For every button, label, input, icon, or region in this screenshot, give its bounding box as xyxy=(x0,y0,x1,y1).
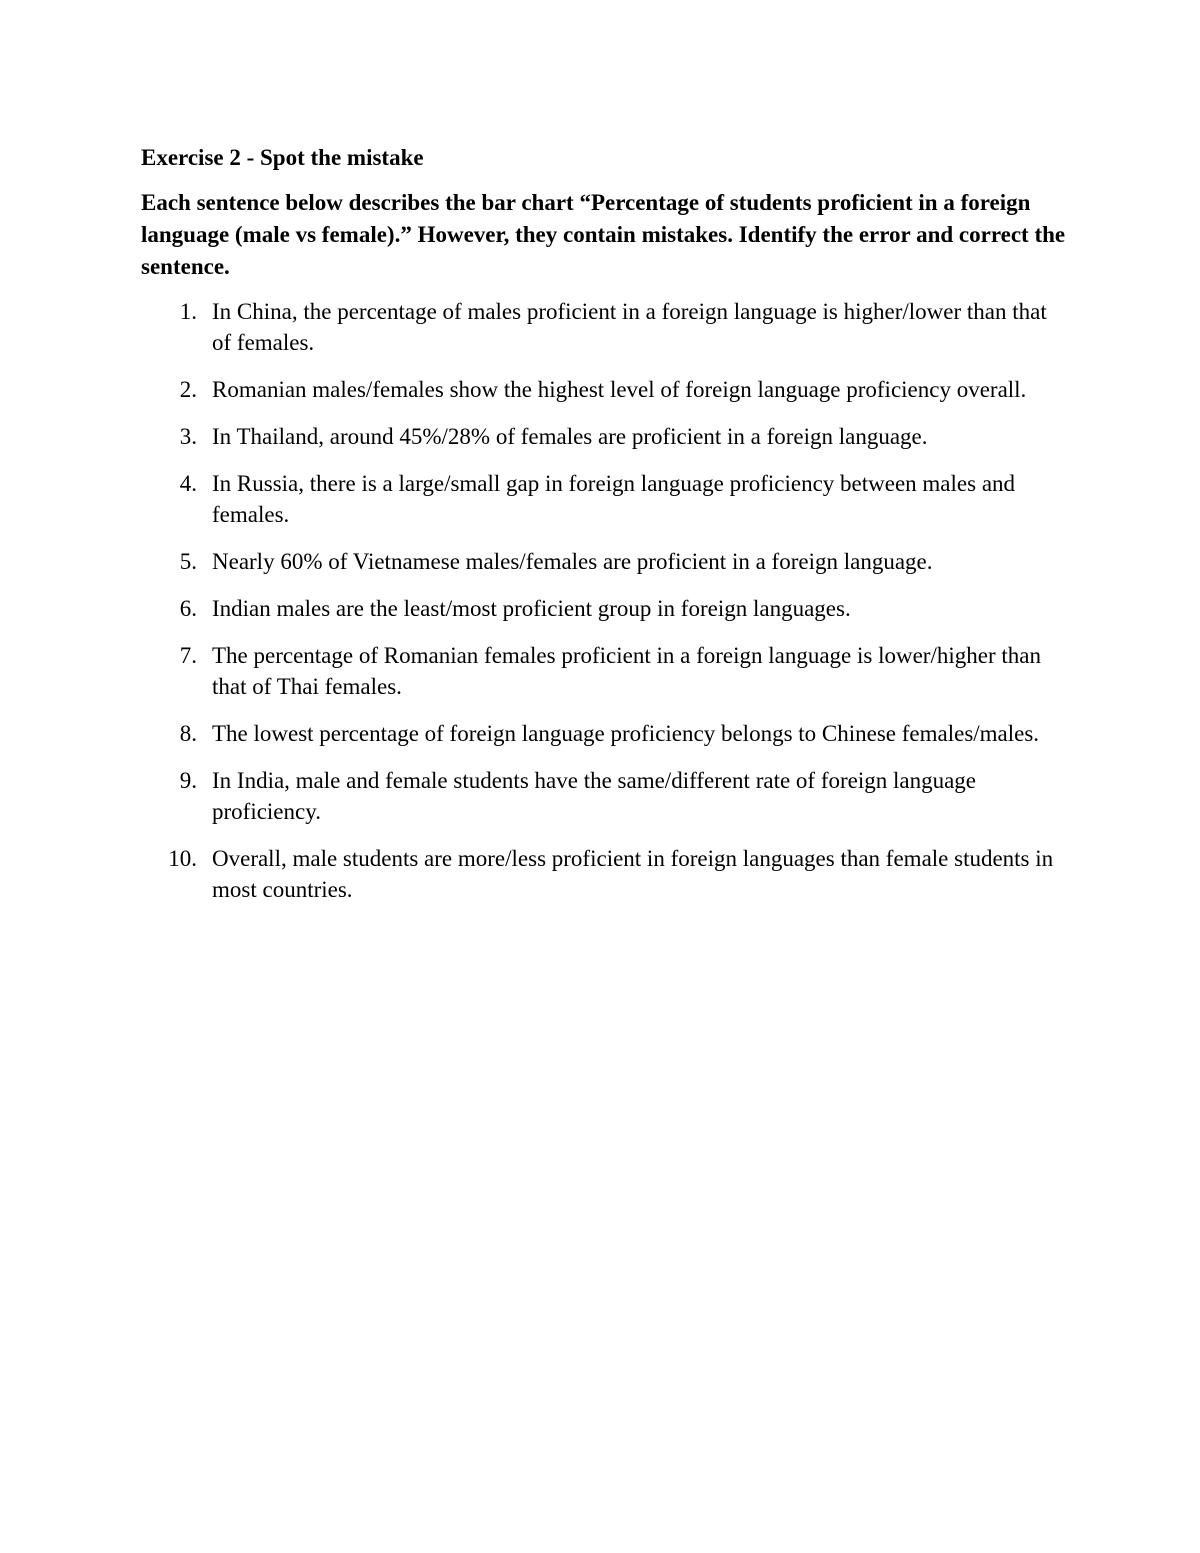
exercise-instructions: Each sentence below describes the bar chart “Percentage of students proficient in a foreign language (male vs female).” However, they contain mistakes. Identify the error and correct the sentence. xyxy=(141,190,1066,279)
list-item xyxy=(141,843,1071,905)
item-number: 1. xyxy=(179,299,197,324)
item-number: 2. xyxy=(179,377,197,402)
item-number: 8. xyxy=(179,721,197,746)
item-text: The percentage of Romanian females proficient in a foreign language is lower/higher than that of Thai females. xyxy=(212,643,1041,699)
item-text: The lowest percentage of foreign language proficiency belongs to Chinese females/males. xyxy=(212,721,1040,746)
item-text: Romanian males/females show the highest level of foreign language proficiency overall. xyxy=(212,377,1027,402)
item-number: 3. xyxy=(179,424,197,449)
item-number: 6. xyxy=(179,596,197,621)
item-number: 10. xyxy=(168,846,197,871)
list-item xyxy=(141,468,1071,530)
list-item xyxy=(141,296,1071,358)
list-item xyxy=(141,640,1071,702)
item-text: In China, the percentage of males proficient in a foreign language is higher/lower than that of females. xyxy=(212,299,1047,355)
list-item xyxy=(141,593,1071,624)
list-item xyxy=(141,374,1071,405)
item-number: 9. xyxy=(179,768,197,793)
item-text: In Thailand, around 45%/28% of females are proficient in a foreign language. xyxy=(212,424,928,449)
item-number: 4. xyxy=(179,471,197,496)
document-content xyxy=(141,142,1071,921)
item-text: In India, male and female students have the same/different rate of foreign language proficiency. xyxy=(212,768,977,824)
list-item xyxy=(141,546,1071,577)
list-item xyxy=(141,718,1071,749)
item-text: Nearly 60% of Vietnamese males/females are proficient in a foreign language. xyxy=(212,549,933,574)
list-item xyxy=(141,765,1071,827)
item-number: 7. xyxy=(179,643,197,668)
sentence-list xyxy=(141,296,1071,905)
list-item xyxy=(141,421,1071,452)
item-number: 5. xyxy=(179,549,197,574)
exercise-heading: Exercise 2 - Spot the mistake xyxy=(141,145,424,170)
item-text: In Russia, there is a large/small gap in foreign language proficiency between males and females. xyxy=(212,471,1016,527)
item-text: Indian males are the least/most proficient group in foreign languages. xyxy=(212,596,851,621)
item-text: Overall, male students are more/less proficient in foreign languages than female students in most countries. xyxy=(212,846,1054,902)
